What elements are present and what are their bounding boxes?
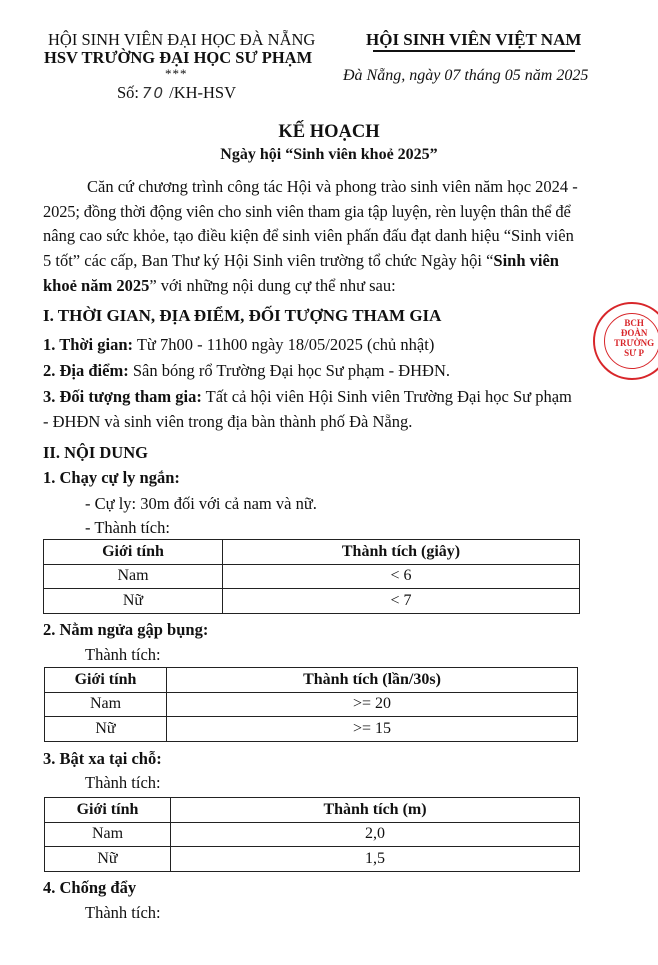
table-header-cell: Thành tích (giây)	[223, 540, 580, 565]
table-header-cell: Thành tích (m)	[171, 798, 580, 823]
intro-text: ” với những nội dung cự thể như sau:	[149, 275, 396, 295]
table-row	[45, 692, 578, 717]
event-note: - Thành tích:	[85, 518, 170, 537]
stamp-text	[614, 318, 654, 358]
intro-emphasis: khoẻ năm 2025	[43, 275, 150, 295]
longjump-results-table	[44, 797, 580, 872]
document-number	[117, 83, 236, 103]
intro-line: nâng cao sức khỏe, tạo điều kiện để sinh viên phấn đấu đạt danh hiệu “Sinh viên	[43, 226, 574, 246]
header-stars: ***	[165, 66, 188, 81]
stamp-line: BCH	[624, 318, 644, 328]
table-row	[45, 717, 578, 742]
document-number-prefix: Số:	[117, 83, 140, 102]
time-item	[43, 335, 434, 355]
table-cell: Nữ	[45, 717, 167, 742]
table-cell: 2,0	[171, 822, 580, 847]
stamp-line: SƯ P	[624, 348, 645, 358]
table-row	[45, 847, 580, 872]
document-subtitle: Ngày hội “Sinh viên khoẻ 2025”	[220, 146, 438, 163]
participants-item	[43, 387, 572, 407]
issuing-org-parent: HỘI SINH VIÊN ĐẠI HỌC ĐÀ NẴNG	[48, 30, 316, 49]
document-title: KẾ HOẠCH	[278, 122, 380, 142]
participants-item-cont: - ĐHĐN và sinh viên trong địa bàn thành phố Đà Nẵng.	[43, 412, 413, 431]
document-number-handwritten: 70	[142, 84, 166, 102]
location-item	[43, 361, 450, 381]
intro-line: Căn cứ chương trình công tác Hội và phong trào sinh viên năm học 2024 -	[87, 177, 578, 196]
table-row	[44, 564, 580, 589]
table-cell: < 7	[223, 589, 580, 614]
table-header-row	[45, 798, 580, 823]
table-row	[45, 822, 580, 847]
table-cell: Nam	[45, 822, 171, 847]
intro-paragraph	[43, 175, 578, 299]
table-header-row	[45, 668, 578, 693]
table-header-cell: Giới tính	[44, 540, 223, 565]
table-cell: < 6	[223, 564, 580, 589]
national-org: HỘI SINH VIÊN VIỆT NAM	[366, 30, 582, 49]
item-text: Sân bóng rổ Trường Đại học Sư phạm - ĐHĐN.	[128, 361, 451, 380]
event-note: Thành tích:	[85, 645, 161, 664]
table-cell: >= 20	[167, 692, 578, 717]
section-heading-1: I. THỜI GIAN, ĐỊA ĐIỂM, ĐỐI TƯỢNG THAM GIA	[43, 306, 442, 325]
event-title: 3. Bật xa tại chỗ:	[43, 749, 162, 768]
event-note: Thành tích:	[85, 773, 161, 792]
table-row	[44, 589, 580, 614]
event-note: Thành tích:	[85, 903, 161, 922]
situp-results-table	[44, 667, 578, 742]
event-title: 4. Chống đẩy	[43, 878, 137, 897]
item-label: 3. Đối tượng tham gia:	[43, 387, 202, 406]
item-label: 1. Thời gian:	[43, 335, 133, 354]
table-header-cell: Giới tính	[45, 798, 171, 823]
sprint-results-table	[43, 539, 580, 614]
header-underline	[373, 50, 575, 52]
section-heading-2: II. NỘI DUNG	[43, 443, 148, 462]
item-text: Từ 7h00 - 11h00 ngày 18/05/2025 (chủ nhật)	[133, 335, 435, 354]
table-cell: Nữ	[44, 589, 223, 614]
intro-emphasis: Sinh viên	[493, 251, 559, 271]
intro-line	[43, 249, 578, 274]
stamp-line: ĐOÀN	[620, 328, 648, 338]
intro-text: 5 tốt” các cấp, Ban Thư ký Hội Sinh viên trường tổ chức Ngày hội “	[43, 251, 494, 271]
table-cell: Nam	[45, 692, 167, 717]
red-seal-stamp	[593, 302, 658, 380]
event-title: 2. Nằm ngửa gập bụng:	[43, 620, 209, 639]
item-label: 2. Địa điểm:	[43, 361, 129, 380]
table-header-cell: Thành tích (lần/30s)	[167, 668, 578, 693]
intro-line: 2025; đồng thời động viên cho sinh viên tham gia tập luyện, rèn luyện thân thể để	[43, 201, 571, 221]
table-cell: Nam	[44, 564, 223, 589]
table-header-row	[44, 540, 580, 565]
item-text: Tất cả hội viên Hội Sinh viên Trường Đại học Sư phạm	[201, 387, 572, 406]
event-title: 1. Chạy cự ly ngắn:	[43, 468, 180, 487]
table-cell: Nữ	[45, 847, 171, 872]
document-number-suffix: /KH-HSV	[169, 83, 237, 102]
table-cell: >= 15	[167, 717, 578, 742]
table-header-cell: Giới tính	[45, 668, 167, 693]
table-cell: 1,5	[171, 847, 580, 872]
event-note: - Cự ly: 30m đối với cả nam và nữ.	[85, 494, 317, 513]
stamp-line: TRƯỜNG	[614, 338, 655, 348]
document-date: Đà Nẵng, ngày 07 tháng 05 năm 2025	[343, 67, 589, 84]
issuing-org: HSV TRƯỜNG ĐẠI HỌC SƯ PHẠM	[44, 48, 313, 67]
intro-line	[43, 274, 578, 299]
